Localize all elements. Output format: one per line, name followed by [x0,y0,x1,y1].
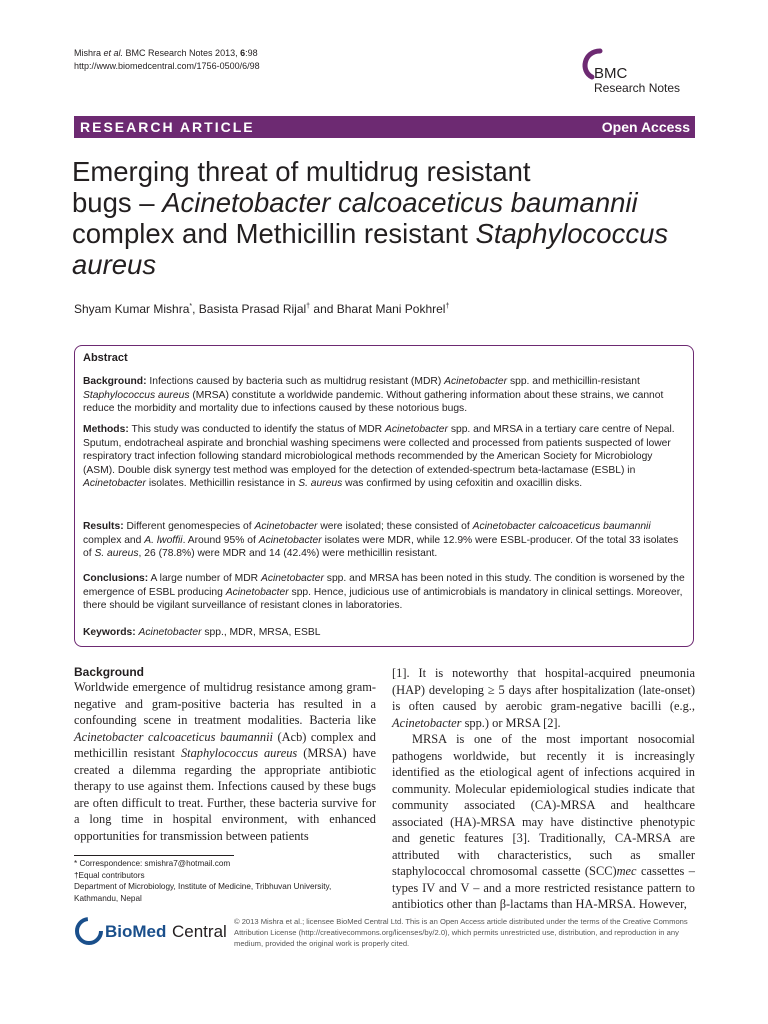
abstract-conclusions: Conclusions: A large number of MDR Acinetobacter spp. and MRSA has been noted in this study. The condition is worsened by the emergence of ESBL producing Acinetobacter spp. Hence, judicious use of antimicrobials is mandatory in clinical settings. Moreover, there should be vigilant surveillance of resistant clones in laboratories. [83,573,685,611]
license-statement: © 2013 Mishra et al.; licensee BioMed Central Ltd. This is an Open Access article distributed under the terms of the Creative Commons Attribution License (http://creativecommons.org/licenses/by/2.0), which permits unrestricted use, distribution, and reproduction in any medium, provided the original work is properly cited. [234,917,688,948]
abstract-keywords: Keywords: Acinetobacter spp., MDR, MRSA, ESBL [83,627,321,638]
right-paragraph-1: [1]. It is noteworthy that hospital-acquired pneumonia (HAP) developing ≥ 5 days after hospitalization (late-onset) is often caused by aerobic gram-negative bacilli (e.g., Acinetobacter spp.) or MRSA [2]. [392,666,695,730]
biomed-logo-word: BioMed [105,922,167,941]
correspondence-note[interactable]: * Correspondence: smishra7@hotmail.com [74,859,231,868]
abstract-results: Results: Different genomespecies of Acinetobacter were isolated; these consisted of Acinetobacter calcoaceticus baumannii complex and A. lwoffii. Around 95% of Acinetobacter isolates were MDR, while 12.9% were ESBL-producer. Of the total 33 isolates of S. aureus, 26 (78.8%) were MDR and 14 (42.4%) were methicillin resistant. [83,521,679,559]
abstract-methods: Methods: This study was conducted to identify the status of MDR Acinetobacter spp. and MRSA in a tertiary care centre of Nepal. Sputum, endotracheal aspirate and bronchial washing specimens were collected and processed from patients suspected of lower respiratory tract infection following standard microbiological methods recommended by the American Society for Microbiology (ASM). Double disk synergy test method was employed for the detection of extended-spectrum beta-lactamase (ESBL) in Acinetobacter isolates. Methicillin resistance in S. aureus was confirmed by using cefoxitin and oxacillin disks. [83,424,675,489]
article-title: Emerging threat of multidrug resistant bugs – Acinetobacter calcoaceticus baumannii complex and Methicillin resistant Staphylococcus aureus [72,156,669,280]
central-logo-word: Central [172,922,227,941]
footnotes [74,858,374,904]
abstract-heading: Abstract [83,352,128,364]
equal-contrib-note: †Equal contributors [74,870,145,880]
body-right-column [392,665,695,913]
journal-citation: Mishra et al. BMC Research Notes 2013, 6:98 http://www.biomedcentral.com/1756-0500/6/98 [74,48,260,71]
logo-bmc-text: BMC [594,65,628,82]
author-list: Shyam Kumar Mishra*, Basista Prasad Rijal† and Bharat Mani Pokhrel† [74,302,450,316]
abstract-background: Background: Infections caused by bacteria such as multidrug resistant (MDR) Acinetobacter spp. and methicillin-resistant Staphylococcus aureus (MRSA) constitute a worldwide pandemic. Without gathering information about these strains, we cannot reduce the morbidity and mortality due to infections caused by these notorious bugs. [83,376,664,414]
background-section-heading: Background [74,665,145,679]
biomed-central-logo-icon [74,916,104,946]
article-url[interactable]: http://www.biomedcentral.com/1756-0500/6/98 [74,61,260,71]
open-access-label: Open Access [601,119,690,135]
affiliation-note: Department of Microbiology, Institute of Medicine, Tribhuvan University, Kathmandu, Nepal [74,882,332,903]
footnote-divider [74,855,234,856]
body-left-column [74,665,376,844]
logo-journal-text: Research Notes [594,81,681,95]
article-type-label: RESEARCH ARTICLE [80,119,255,135]
background-paragraph: Worldwide emergence of multidrug resistance among gram-negative and gram-positive bacteria has resulted in a confounding scene in treatment modalities. Bacteria like Acinetobacter calcoaceticus baumannii (Acb) complex and methicillin resistant Staphylococcus aureus (MRSA) have created a dilemma regarding the appropriate antibiotic therapy to use against them. Infections caused by these bugs are often difficult to treat. Further, these bacteria survive for a long time in hospital environment, with enhanced opportunities for transmission between patients [74,680,376,843]
right-paragraph-2: MRSA is one of the most important nosocomial pathogens worldwide, but recently it is increasingly identified as the etiological agent of infections acquired in community. Molecular epidemiological studies indicate that community associated (CA)-MRSA and healthcare associated (HA)-MRSA may have distinctive phenotypic and genetic features [3]. Traditionally, CA-MRSA are attributed with characteristics, such as smaller staphylococcal chromosomal cassette (SCC)mec cassettes – types IV and V – and a more restricted resistance pattern to antibiotics other than β-lactams than HA-MRSA. However, [392,732,695,911]
